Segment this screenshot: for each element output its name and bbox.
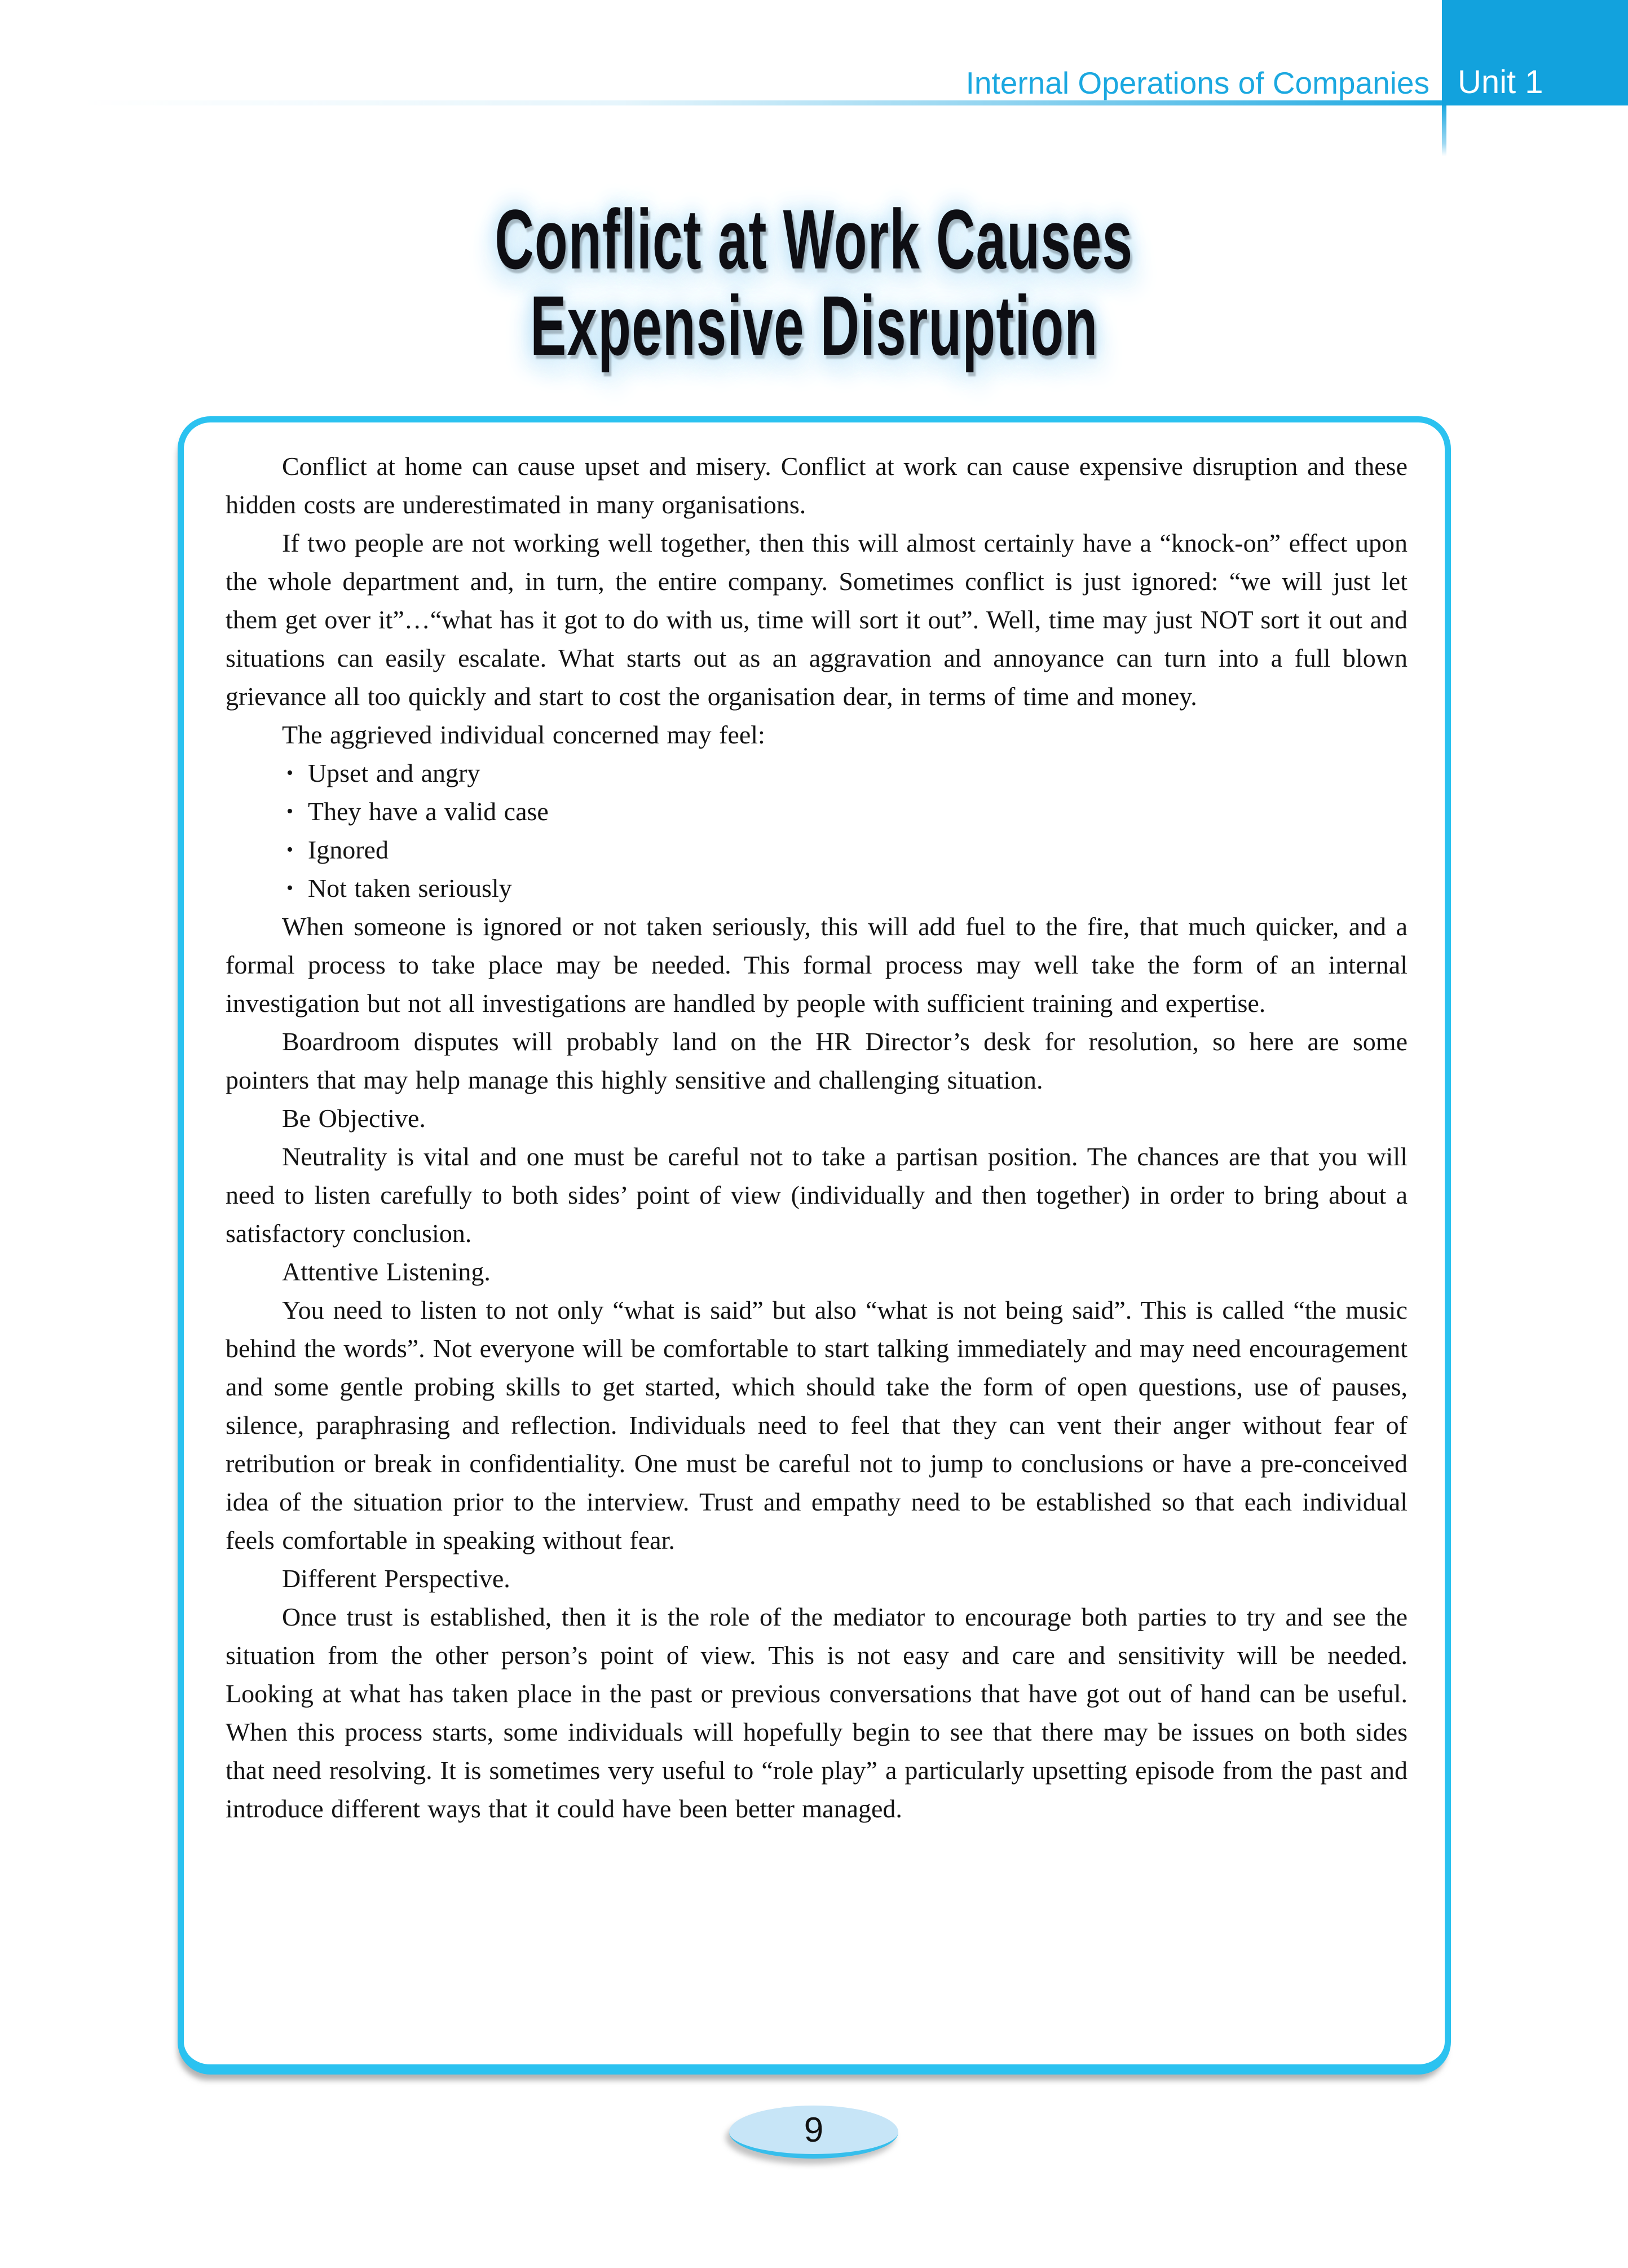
section-heading: Different Perspective.	[282, 1564, 510, 1593]
bullet-icon: •	[286, 763, 293, 783]
section-heading: Be Objective.	[282, 1104, 426, 1133]
page-title-line2	[0, 278, 1628, 373]
page-title-line2-text: Expensive Disruption	[530, 278, 1098, 373]
paragraph: If two people are not working well together, then this will almost certainly have a “knock-on” effect upon the whole department and, in turn, the entire company. Sometimes conflict is just ignored: “we will just let them get over it”…“what has it got to do with us, time will sort it out”. Well, time may just NOT sort it out and situations can easily escalate. What starts out as an aggravation and annoyance can turn into a full blown grievance all too quickly and start to cost the organisation dear, in terms of time and money.	[226, 529, 1408, 711]
bullet-text: Not taken seriously	[307, 874, 512, 902]
bullet-icon: •	[286, 839, 293, 860]
list-item	[286, 869, 1408, 908]
bullet-icon: •	[286, 801, 293, 822]
list-item	[286, 792, 1408, 831]
header-rule	[79, 100, 1442, 105]
chapter-title: Internal Operations of Companies	[965, 65, 1430, 100]
unit-badge-tail	[1442, 105, 1446, 156]
page-title-line1-text: Conflict at Work Causes	[495, 192, 1133, 287]
article-body	[184, 422, 1445, 2064]
page-title	[0, 192, 1628, 373]
paragraph: Neutrality is vital and one must be careful not to take a partisan position. The chances are that you will need to listen carefully to both sides’ point of view (individually and then together) in order to bring about a satisfactory conclusion.	[226, 1142, 1408, 1248]
bullet-text: They have a valid case	[307, 797, 549, 826]
list-item	[286, 831, 1408, 869]
paragraph: Conflict at home can cause upset and misery. Conflict at work can cause expensive disruption and these hidden costs are underestimated in many organisations.	[226, 452, 1408, 519]
paragraph: Boardroom disputes will probably land on the HR Director’s desk for resolution, so here are some pointers that may help manage this highly sensitive and challenging situation.	[226, 1027, 1408, 1094]
section-heading: Attentive Listening.	[282, 1257, 491, 1286]
unit-badge	[1442, 0, 1628, 105]
bullet-icon: •	[286, 878, 293, 899]
list-item	[286, 754, 1408, 792]
paragraph: You need to listen to not only “what is said” but also “what is not being said”. This is called “the music behind the words”. Not everyone will be comfortable to start talking immediately and may need encouragement and some gentle probing skills to get started, which should take the form of open questions, use of pauses, silence, paraphrasing and reflection. Individuals need to feel that they can vent their anger without fear of retribution or break in confidentiality. One must be careful not to jump to conclusions or have a pre-conceived idea of the situation prior to the interview. Trust and empathy need to be established so that each individual feels comfortable in speaking without fear.	[226, 1296, 1408, 1554]
unit-label: Unit 1	[1458, 64, 1543, 100]
paragraph: Once trust is established, then it is the role of the mediator to encourage both parties to try and see the situation from the other person’s point of view. This is not easy and care and sensitivity will be needed. Looking at what has taken place in the past or previous conversations that have got out of hand can be useful. When this process starts, some individuals will hopefully begin to see that there may be issues on both sides that need resolving. It is sometimes very useful to “role play” a particularly upsetting episode from the past and introduce different ways that it could have been better managed.	[226, 1602, 1408, 1823]
bullet-text: Ignored	[307, 835, 389, 864]
page-title-line1	[0, 192, 1628, 287]
article-box	[178, 416, 1451, 2075]
page-number-badge	[729, 2106, 898, 2159]
bullet-text: Upset and angry	[307, 759, 480, 787]
page-number: 9	[804, 2110, 824, 2150]
paragraph: The aggrieved individual concerned may feel:	[282, 720, 765, 749]
paragraph: When someone is ignored or not taken seriously, this will add fuel to the fire, that much quicker, and a formal process to take place may be needed. This formal process may well take the form of an internal investigation but not all investigations are handled by people with sufficient training and expertise.	[226, 912, 1408, 1018]
